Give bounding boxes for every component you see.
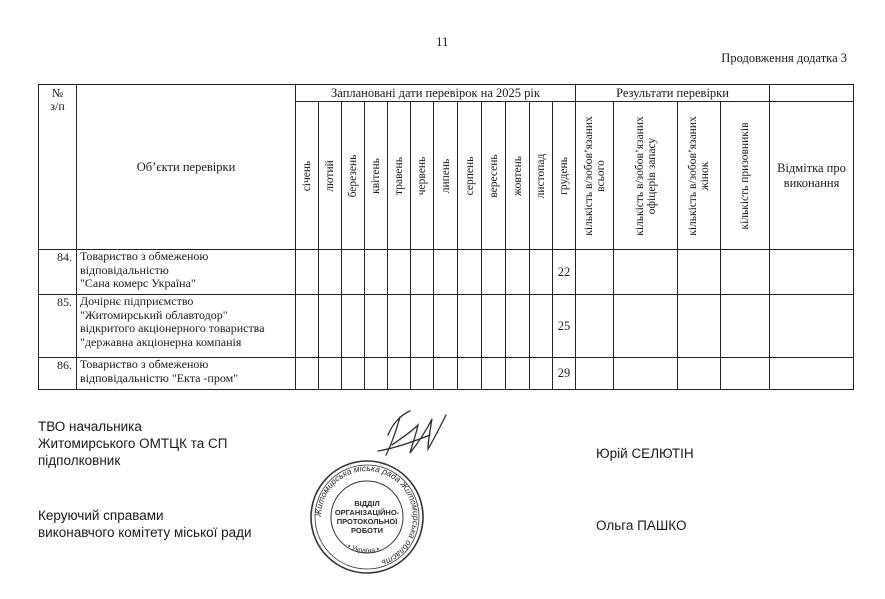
- position-line: ТВО начальника: [38, 419, 142, 434]
- header-month-october: [506, 102, 530, 250]
- header-month-june: [411, 102, 434, 250]
- header-number-abbr: з/п: [50, 99, 65, 113]
- result-label: кількість в/зобов’язаних жінок: [687, 115, 711, 236]
- row-number: 86.: [39, 358, 77, 390]
- header-month-july: [434, 102, 458, 250]
- stamp-bottom-text: • Україна •: [346, 543, 381, 555]
- header-objects: Об’єкти перевірки: [77, 85, 296, 250]
- continuation-label: Продовження додатка 3: [721, 51, 847, 65]
- signatory-1-position: [38, 418, 227, 469]
- stamp-center: [308, 458, 426, 576]
- month-label: вересень: [487, 153, 500, 198]
- header-results: Результати перевірки: [576, 85, 770, 102]
- header-month-december: [553, 102, 576, 250]
- object-line: "державна акціонерна компанія: [80, 334, 242, 349]
- header-result-total: [576, 102, 614, 250]
- month-label: березень: [347, 154, 359, 197]
- header-month-november: [530, 102, 553, 250]
- row-december-date: 22: [553, 250, 576, 295]
- result-label: кількість в/зобов’язаних офіцерів запасу: [633, 115, 658, 236]
- position-line: Керуючий справами: [38, 508, 164, 523]
- header-result-conscripts: [721, 102, 770, 250]
- header-number: [39, 85, 77, 250]
- header-result-officers: [614, 102, 678, 250]
- header-month-may: [388, 102, 411, 250]
- month-label: квітень: [370, 157, 382, 194]
- object-line: відкритого акціонерного товариства: [80, 321, 265, 335]
- result-label: кількість в/зобов’язаних всього: [582, 115, 607, 236]
- header-month-february: [319, 102, 342, 250]
- row-december-date: 29: [553, 358, 576, 390]
- month-label: лютий: [324, 159, 336, 192]
- position-line: Житомирського ОМТЦК та СП: [38, 436, 228, 451]
- signatory-1-name: Юрій СЕЛЮТІН: [596, 446, 694, 461]
- position-line: виконавчого комітету міської ради: [38, 525, 252, 540]
- row-object: [77, 250, 296, 295]
- object-line: відповідальністю "Екта -пром": [80, 370, 239, 385]
- header-mark-top: [770, 85, 854, 102]
- month-label: липень: [439, 158, 452, 193]
- result-label: кількість призовників: [739, 121, 751, 230]
- stamp-center-line: РОБОТИ: [351, 526, 383, 535]
- header-month-march: [342, 102, 365, 250]
- header-mark-line: Відмітка про: [777, 160, 846, 175]
- signatory-2-position: [38, 507, 252, 541]
- header-month-september: [482, 102, 506, 250]
- position-line: підполковник: [38, 453, 121, 468]
- header-month-april: [365, 102, 388, 250]
- object-line: "Сана комерс Україна": [80, 276, 196, 290]
- object-line: Товариство з обмеженою: [80, 357, 209, 371]
- table-row: [39, 358, 854, 390]
- object-line: "Житомирський облавтодор": [80, 307, 228, 322]
- signatory-2-name: Ольга ПАШКО: [596, 518, 687, 533]
- month-label: червень: [416, 156, 428, 195]
- header-month-january: [296, 102, 319, 250]
- row-object: [77, 295, 296, 358]
- month-label: серпень: [463, 156, 476, 195]
- row-december-date: 25: [553, 295, 576, 358]
- object-line: відповідальністю: [80, 262, 169, 277]
- stamp-center-line: ОРГАНІЗАЦІЙНО-: [334, 508, 400, 517]
- row-number: 84.: [39, 250, 77, 295]
- header-mark-line: виконання: [783, 175, 840, 190]
- month-label: травень: [393, 156, 405, 195]
- month-label: листопад: [535, 153, 547, 198]
- object-line: Дочірнє підприємство: [80, 294, 194, 308]
- stamp-center-line: ПРОТОКОЛЬНОЇ: [336, 517, 398, 526]
- month-label: січень: [301, 160, 313, 191]
- page-number: 11: [436, 34, 449, 49]
- table-row: [39, 295, 854, 358]
- inspection-table: [38, 84, 854, 390]
- header-number-sign: №: [51, 86, 64, 100]
- month-label: грудень: [558, 156, 570, 195]
- handwritten-signature: [370, 405, 460, 461]
- month-label: жовтень: [511, 155, 524, 196]
- row-number: 85.: [39, 295, 77, 358]
- stamp-center-line: ВІДДІЛ: [354, 499, 380, 508]
- row-object: [77, 358, 296, 390]
- header-result-women: [678, 102, 721, 250]
- stamp-ring-text: Житомирська міська рада Житомирська область: [312, 462, 422, 569]
- official-stamp: [308, 458, 426, 581]
- header-month-august: [458, 102, 482, 250]
- object-line: Товариство з обмеженою: [80, 249, 209, 263]
- header-planned-dates: Заплановані дати перевірок на 2025 рік: [296, 85, 576, 102]
- table-row: [39, 250, 854, 295]
- header-mark: [770, 102, 854, 250]
